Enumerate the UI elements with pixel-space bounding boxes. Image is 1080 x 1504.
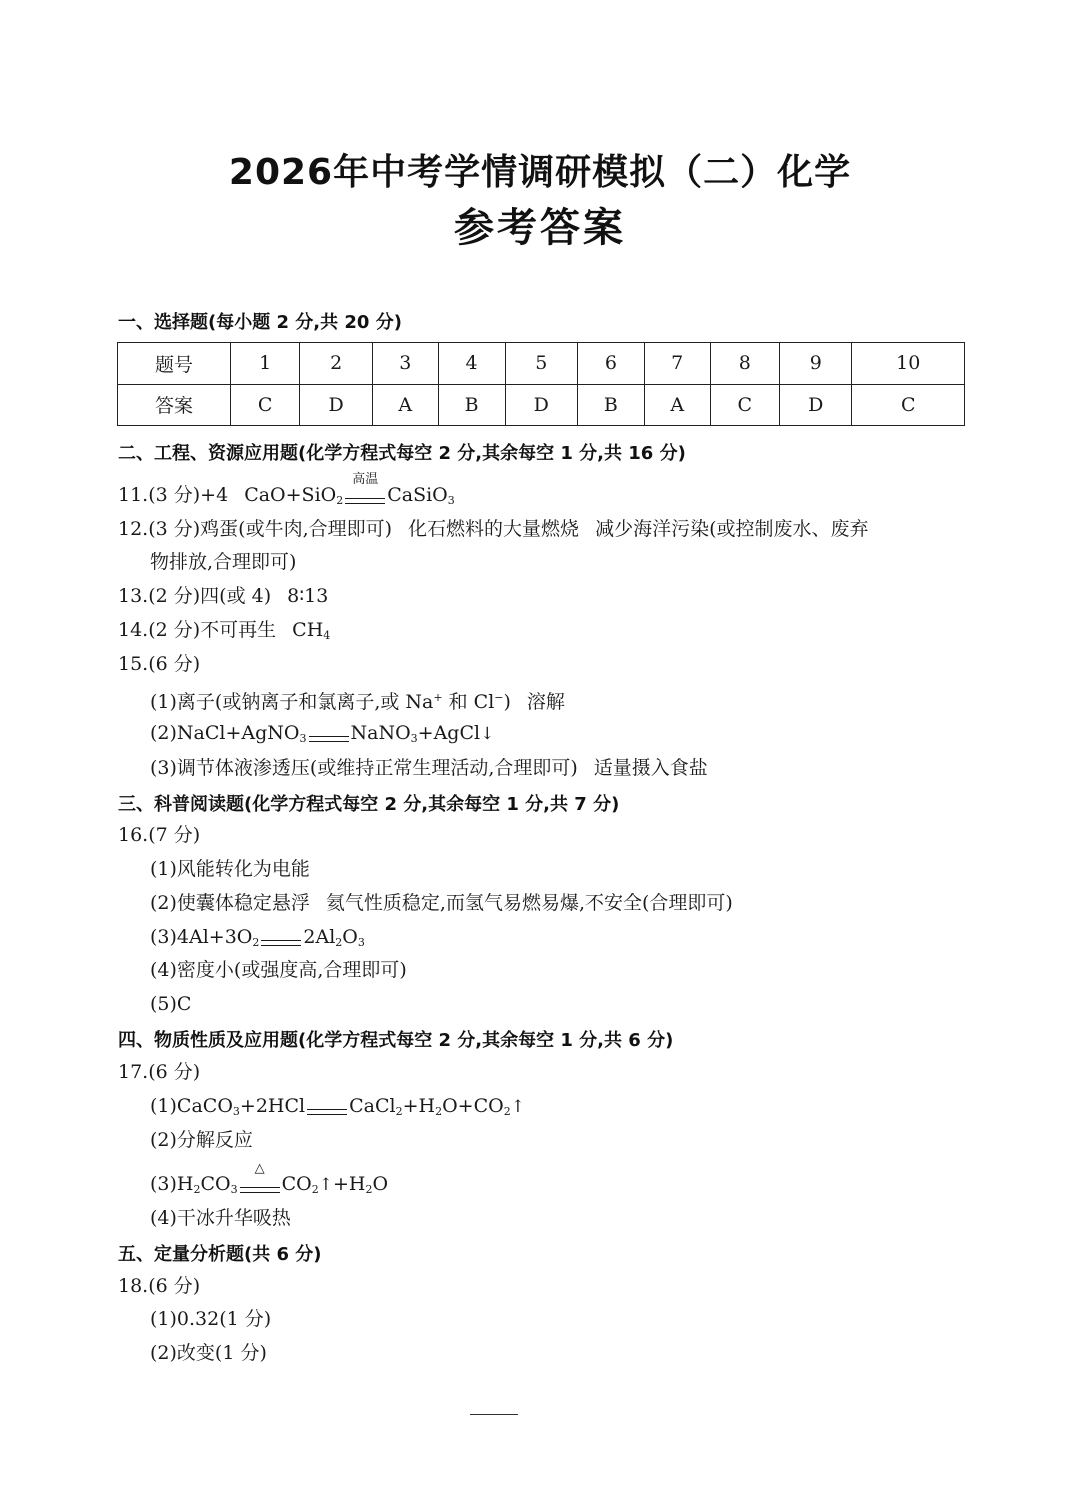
section-4-heading: 四、物质性质及应用题(化学方程式每空 2 分,其余每空 1 分,共 6 分) (118, 1030, 674, 1051)
table-cell: 10 (852, 343, 965, 385)
answer-14: 14.(2 分)不可再生 $CH_4$ (118, 619, 331, 642)
answer-table (117, 342, 965, 426)
table-cell: 3 (372, 343, 438, 385)
table-cell: 5 (505, 343, 577, 385)
table-cell: C (852, 384, 965, 426)
table-row-label: 题号 (118, 343, 231, 385)
precipitate-arrow-icon: ↓ (480, 724, 495, 744)
answer-18-1: (1)0.32(1 分) (150, 1308, 272, 1330)
table-cell: A (644, 384, 710, 426)
page-subtitle: 参考答案 (454, 205, 626, 251)
table-cell: 8 (710, 343, 779, 385)
table-row-numbers (118, 343, 965, 385)
reaction-condition: 高温 (345, 489, 385, 513)
answer-18: 18.(6 分) (118, 1275, 201, 1297)
table-row-answers (118, 384, 965, 426)
page-title: 2026年中考学情调研模拟（二）化学 (228, 152, 852, 193)
answer-17-2: (2)分解反应 (150, 1129, 253, 1151)
answer-16: 16.(7 分) (118, 824, 201, 846)
answer-16-1: (1)风能转化为电能 (150, 858, 310, 880)
answer-18-2: (2)改变(1 分) (150, 1342, 267, 1364)
answer-16-2: (2)使囊体稳定悬浮 氦气性质稳定,而氢气易燃易爆,不安全(合理即可) (150, 892, 733, 914)
triangle-icon: △ (254, 1161, 265, 1176)
table-cell: 7 (644, 343, 710, 385)
section-1-heading: 一、选择题(每小题 2 分,共 20 分) (118, 312, 402, 333)
answer-17-4: (4)干冰升华吸热 (150, 1207, 291, 1229)
table-cell: D (780, 384, 852, 426)
table-cell: C (710, 384, 779, 426)
section-2-heading: 二、工程、资源应用题(化学方程式每空 2 分,其余每空 1 分,共 16 分) (118, 443, 686, 464)
table-cell: B (438, 384, 505, 426)
answer-16-4: (4)密度小(或强度高,合理即可) (150, 959, 407, 981)
table-cell: 9 (780, 343, 852, 385)
answer-17: 17.(6 分) (118, 1061, 201, 1083)
table-cell: 4 (438, 343, 505, 385)
table-cell: D (505, 384, 577, 426)
table-cell: 2 (300, 343, 372, 385)
answer-15-3: (3)调节体液渗透压(或维持正常生理活动,合理即可) 适量摄入食盐 (150, 757, 708, 779)
answer-12-cont: 物排放,合理即可) (150, 551, 297, 573)
section-5-heading: 五、定量分析题(共 6 分) (118, 1244, 322, 1265)
answer-15-1: (1)离子(或钠离子和氯离子,或 Na+ 和 Cl−) 溶解 (150, 691, 565, 713)
answer-15: 15.(6 分) (118, 653, 201, 675)
answer-15-2: (2)NaCl+AgNO$_3$ NaNO$_3$+AgCl↓ (150, 722, 495, 745)
section-3-heading: 三、科普阅读题(化学方程式每空 2 分,其余每空 1 分,共 7 分) (118, 794, 620, 815)
table-row-label: 答案 (118, 384, 231, 426)
table-cell: B (577, 384, 644, 426)
page-footer-divider (470, 1414, 518, 1415)
answer-13: 13.(2 分)四(或 4) 8∶13 (118, 585, 329, 607)
answer-12: 12.(3 分)鸡蛋(或牛肉,合理即可) 化石燃料的大量燃烧 减少海洋污染(或控制废水、废弃 (118, 518, 869, 540)
table-cell: 6 (577, 343, 644, 385)
answer-17-1: (1)CaCO$_3$+2HCl $CaCl_2+H_2O+CO_2↑$ (150, 1095, 525, 1118)
table-cell: A (372, 384, 438, 426)
table-cell: D (300, 384, 372, 426)
gas-arrow-icon: ↑ (318, 1175, 333, 1195)
answer-17-3: $(3)H_2CO_3$ △ $CO_2↑+H_2O$ (150, 1172, 388, 1202)
heating-condition (240, 1161, 280, 1202)
answer-16-5: (5)C (150, 993, 192, 1015)
table-cell: 1 (231, 343, 300, 385)
table-cell: C (231, 384, 300, 426)
gas-arrow-icon: ↑ (510, 1097, 525, 1117)
answer-11: 11.(3 分)+4 CaO+SiO$_2$ 高温 CaSiO$_3$ (118, 483, 455, 513)
answer-16-3: $(3)4Al+3O_2$ $2Al_2O_3$ (150, 926, 365, 949)
